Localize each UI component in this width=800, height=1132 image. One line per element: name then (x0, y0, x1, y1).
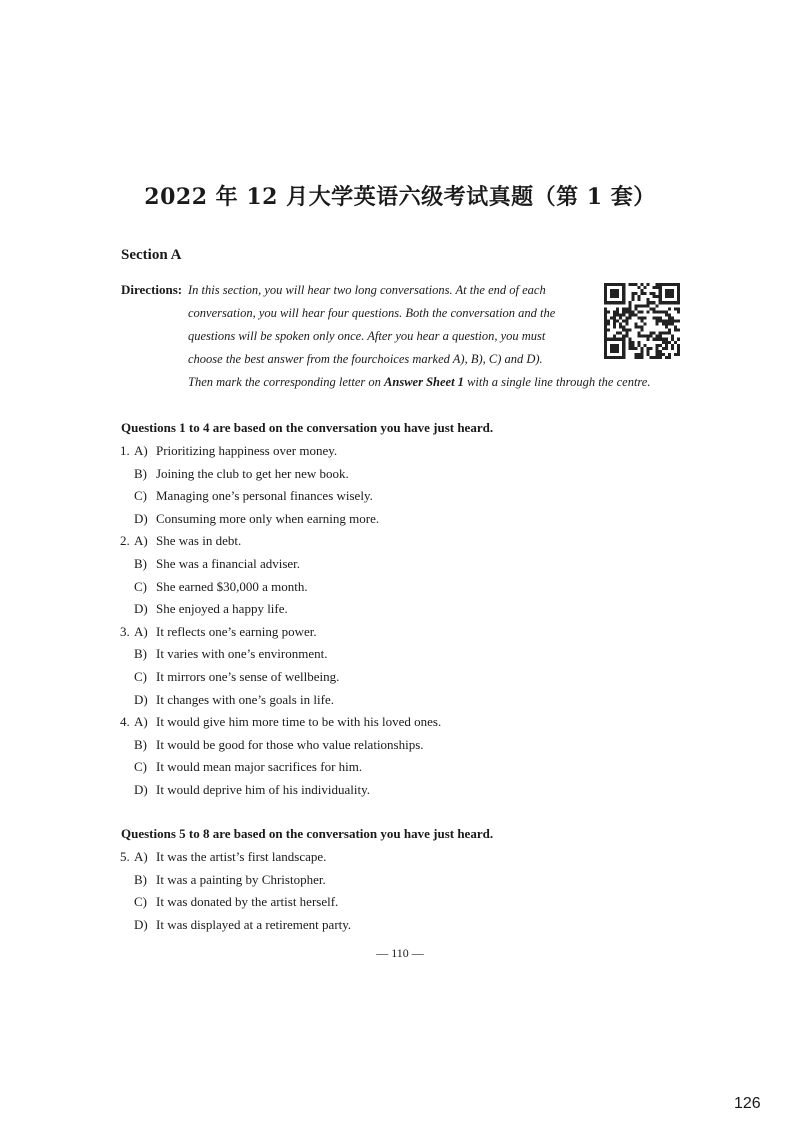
option-text: Consuming more only when earning more. (156, 510, 380, 526)
option-text: It would be good for those who value relationships. (156, 736, 424, 752)
option-letter: A) (134, 443, 148, 458)
option-text: She enjoyed a happy life. (156, 601, 288, 617)
option-letter: B) (134, 465, 147, 481)
option-letter: D) (134, 916, 148, 932)
question-number: 3. (120, 623, 130, 639)
option-letter: C) (134, 894, 147, 910)
directions-last-line (188, 375, 651, 390)
question-number: 2. (120, 533, 130, 549)
option-text: It mirrors one’s sense of wellbeing. (156, 669, 340, 684)
option-letter: B) (134, 871, 147, 887)
qr-code (604, 283, 680, 359)
option-text: It was the artist’s first landscape. (156, 849, 327, 864)
option-letter: B) (134, 736, 147, 752)
directions-line: questions will be spoken only once. After you hear a question, you must (188, 329, 546, 343)
option-letter: A) (134, 714, 148, 730)
option-text: It would deprive him of his individuality. (156, 782, 370, 797)
option-letter: C) (134, 759, 147, 775)
option-letter: D) (134, 601, 148, 617)
question-group-heading: Questions 5 to 8 are based on the conversation you have just heard. (121, 826, 494, 841)
question-number: 1. (120, 443, 130, 458)
option-letter: D) (134, 782, 148, 797)
directions-line: conversation, you will hear four questions. Both the conversation and the (188, 306, 556, 320)
directions-text: Then mark the corresponding letter on (188, 375, 385, 389)
option-letter: C) (134, 488, 147, 504)
answer-sheet-ref: Answer Sheet 1 (384, 375, 464, 389)
page-title: 2022 年 12 月大学英语六级考试真题（第 1 套） (144, 184, 656, 210)
option-letter: D) (134, 691, 148, 707)
option-text: It was a painting by Christopher. (156, 871, 326, 887)
option-text: It changes with one’s goals in life. (156, 691, 334, 707)
option-text: It reflects one’s earning power. (156, 623, 317, 639)
option-text: It was displayed at a retirement party. (156, 916, 352, 932)
option-letter: B) (134, 646, 147, 662)
directions-text: with a single line through the centre. (463, 375, 651, 389)
section-heading: Section A (121, 247, 182, 263)
option-text: Prioritizing happiness over money. (156, 443, 338, 458)
option-text: She was a financial adviser. (156, 556, 301, 571)
option-text: It would give him more time to be with his loved ones. (156, 714, 442, 730)
option-text: It varies with one’s environment. (156, 646, 328, 662)
option-text: Managing one’s personal finances wisely. (156, 488, 373, 504)
directions-line: In this section, you will hear two long conversations. At the end of each (188, 283, 546, 297)
option-letter: B) (134, 556, 147, 571)
option-letter: C) (134, 669, 147, 684)
question-group-heading: Questions 1 to 4 are based on the conversation you have just heard. (121, 420, 494, 435)
option-letter: C) (134, 578, 147, 594)
question-number: 4. (120, 714, 130, 730)
option-text: It would mean major sacrifices for him. (156, 759, 363, 775)
option-letter: A) (134, 533, 148, 549)
option-text: It was donated by the artist herself. (156, 894, 339, 910)
directions-line: choose the best answer from the fourchoices marked A), B), C) and D). (188, 352, 543, 366)
option-letter: D) (134, 510, 148, 526)
question-number: 5. (120, 849, 130, 864)
page-number: — 110 — (376, 946, 424, 960)
directions-label: Directions: (121, 282, 183, 297)
option-text: She earned $30,000 a month. (156, 578, 308, 594)
option-letter: A) (134, 623, 148, 639)
scan-page-number: 126 (734, 1095, 761, 1112)
option-letter: A) (134, 849, 148, 864)
option-text: Joining the club to get her new book. (156, 465, 349, 481)
option-text: She was in debt. (156, 533, 242, 549)
